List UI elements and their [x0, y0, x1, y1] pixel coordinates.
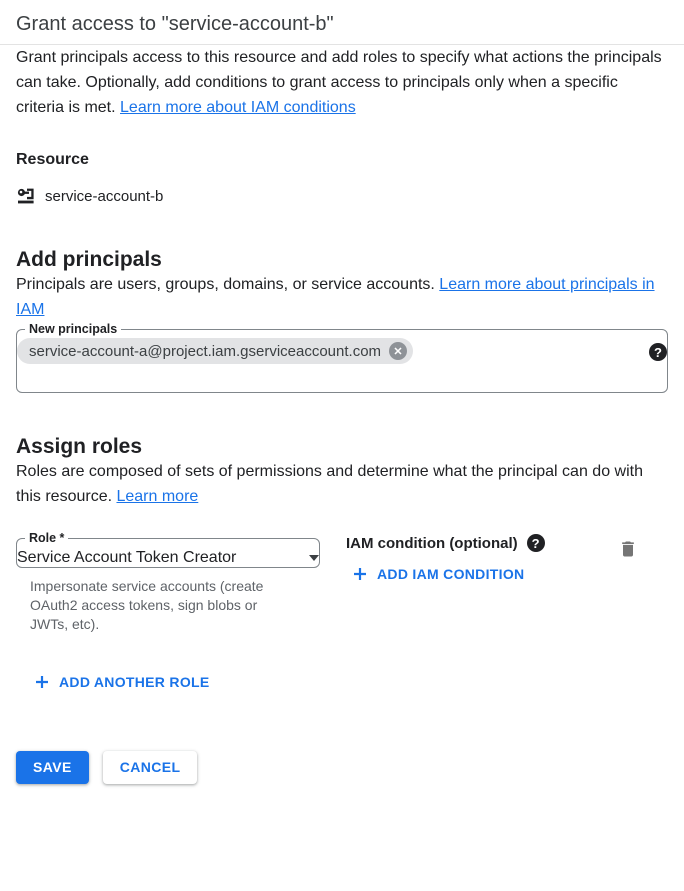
- principal-chip[interactable]: [17, 338, 413, 364]
- roles-description-text: Roles are composed of sets of permissions and determine what the principal can do with this resource.: [16, 463, 643, 505]
- iam-condition-label-row: [346, 534, 545, 552]
- new-principals-field: [16, 322, 668, 393]
- add-principals-heading: Add principals: [16, 248, 162, 271]
- roles-description: [16, 459, 668, 509]
- role-select[interactable]: [17, 545, 319, 567]
- principal-chip-label: service-account-a@project.iam.gserviceaccount.com: [29, 342, 382, 360]
- chevron-down-icon: [309, 555, 319, 561]
- dialog-title: Grant access to "service-account-b": [16, 13, 334, 35]
- add-another-role-button[interactable]: [26, 670, 218, 694]
- cancel-button[interactable]: CANCEL: [103, 751, 198, 784]
- role-column: [16, 531, 320, 634]
- iam-conditions-learn-more-link[interactable]: Learn more about IAM conditions: [120, 99, 356, 116]
- trash-icon: [618, 539, 638, 559]
- service-account-icon: [16, 186, 36, 206]
- delete-role-button[interactable]: [614, 535, 642, 563]
- assign-roles-heading: Assign roles: [16, 435, 143, 458]
- role-label: Role *: [29, 531, 65, 545]
- add-iam-condition-label: ADD IAM CONDITION: [377, 566, 525, 582]
- role-row: [16, 531, 668, 634]
- role-selected-value: Service Account Token Creator: [17, 549, 237, 566]
- save-button[interactable]: SAVE: [16, 751, 89, 784]
- plus-icon: [34, 674, 50, 690]
- resource-heading: Resource: [16, 151, 89, 168]
- intro-text: Grant principals access to this resource and add roles to specify what actions the principals can take. Optionally, add conditions to grant access to principals only when a specific criteria is met.: [16, 49, 662, 116]
- iam-condition-label: IAM condition (optional): [346, 534, 518, 552]
- principals-learn-more-link[interactable]: Learn more about principals in IAM: [16, 276, 655, 318]
- iam-condition-help-icon[interactable]: ?: [527, 534, 545, 552]
- new-principals-input[interactable]: [17, 336, 667, 392]
- principals-help-icon[interactable]: ?: [649, 343, 667, 361]
- intro-paragraph: [16, 45, 668, 120]
- role-field: [16, 531, 320, 568]
- resource-row: [16, 186, 668, 206]
- principals-description-text: Principals are users, groups, domains, or service accounts.: [16, 276, 440, 293]
- resource-name: service-account-b: [45, 187, 164, 205]
- plus-icon: [352, 566, 368, 582]
- iam-condition-column: [346, 531, 545, 587]
- principals-description: [16, 272, 668, 322]
- role-helper-text: Impersonate service accounts (create OAuth2 access tokens, sign blobs or JWTs, etc).: [30, 578, 264, 632]
- add-another-role-label: ADD ANOTHER ROLE: [59, 674, 210, 690]
- roles-learn-more-link[interactable]: Learn more: [116, 488, 199, 505]
- dialog-content: [0, 45, 684, 784]
- new-principals-label: New principals: [29, 322, 118, 336]
- chip-remove-icon[interactable]: ✕: [389, 342, 407, 360]
- add-iam-condition-button[interactable]: [344, 562, 532, 586]
- dialog-header: [0, 0, 684, 45]
- dialog-actions: [16, 751, 668, 784]
